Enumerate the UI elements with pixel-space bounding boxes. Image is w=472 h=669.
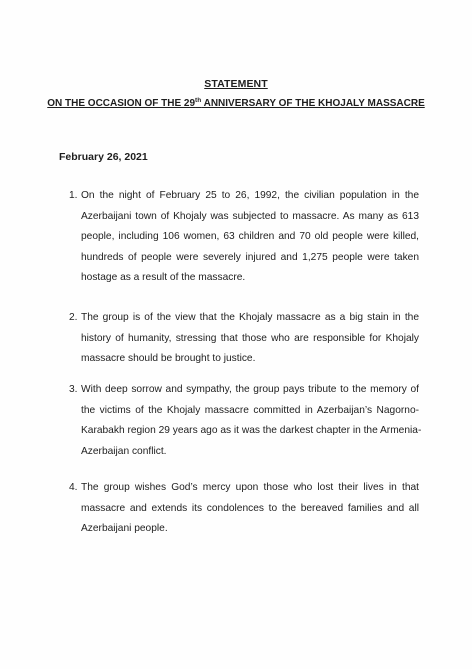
text-line: hundreds of people were severely injured and 1,275 people were taken bbox=[81, 251, 419, 263]
text-line: The group is of the view that the Khojaly massacre as a big stain in the bbox=[81, 312, 419, 323]
list-item-text bbox=[81, 186, 419, 289]
subtitle-superscript: th bbox=[195, 97, 202, 104]
list-item-2 bbox=[69, 308, 419, 370]
text-line: Azerbaijani people. bbox=[81, 523, 168, 534]
document-title: STATEMENT bbox=[204, 78, 268, 90]
text-line: history of humanity, stressing that those who are responsible for Khojaly bbox=[81, 332, 419, 344]
text-line: massacre and extends its condolences to the bereaved families and all bbox=[81, 502, 419, 514]
document-date: February 26, 2021 bbox=[59, 151, 148, 163]
list-item-text bbox=[81, 308, 419, 370]
list-item-text bbox=[81, 380, 422, 462]
text-line: people, including 106 women, 63 children and 70 old people were killed, bbox=[81, 231, 419, 242]
subtitle-prefix: ON THE OCCASION OF THE 29 bbox=[47, 98, 196, 109]
text-line: massacre should be brought to justice. bbox=[81, 353, 256, 364]
list-item-text bbox=[81, 478, 419, 540]
text-line: With deep sorrow and sympathy, the group pays tribute to the memory of bbox=[81, 384, 419, 395]
list-item-4 bbox=[69, 478, 419, 540]
text-line: Azerbaijan conflict. bbox=[81, 445, 167, 457]
text-line: On the night of February 25 to 26, 1992, the civilian population in the bbox=[81, 190, 419, 201]
list-item-number: 3. bbox=[69, 384, 78, 395]
list-item-number: 4. bbox=[69, 482, 78, 493]
list-item-number: 2. bbox=[69, 312, 78, 323]
subtitle-suffix: ANNIVERSARY OF THE KHOJALY MASSACRE bbox=[201, 98, 425, 109]
document-subtitle bbox=[0, 98, 472, 109]
list-item-1 bbox=[69, 186, 419, 289]
text-line: the victims of the Khojaly massacre committed in Azerbaijan’s Nagorno- bbox=[81, 404, 419, 416]
text-line: The group wishes God’s mercy upon those who lost their lives in that bbox=[81, 482, 419, 493]
list-item-number: 1. bbox=[69, 190, 78, 201]
text-line: Azerbaijani town of Khojaly was subjected to massacre. As many as 613 bbox=[81, 210, 419, 222]
text-line: hostage as a result of the massacre. bbox=[81, 272, 246, 283]
list-item-3 bbox=[69, 380, 422, 462]
text-line: Karabakh region 29 years ago as it was the darkest chapter in the Armenia- bbox=[81, 425, 422, 436]
